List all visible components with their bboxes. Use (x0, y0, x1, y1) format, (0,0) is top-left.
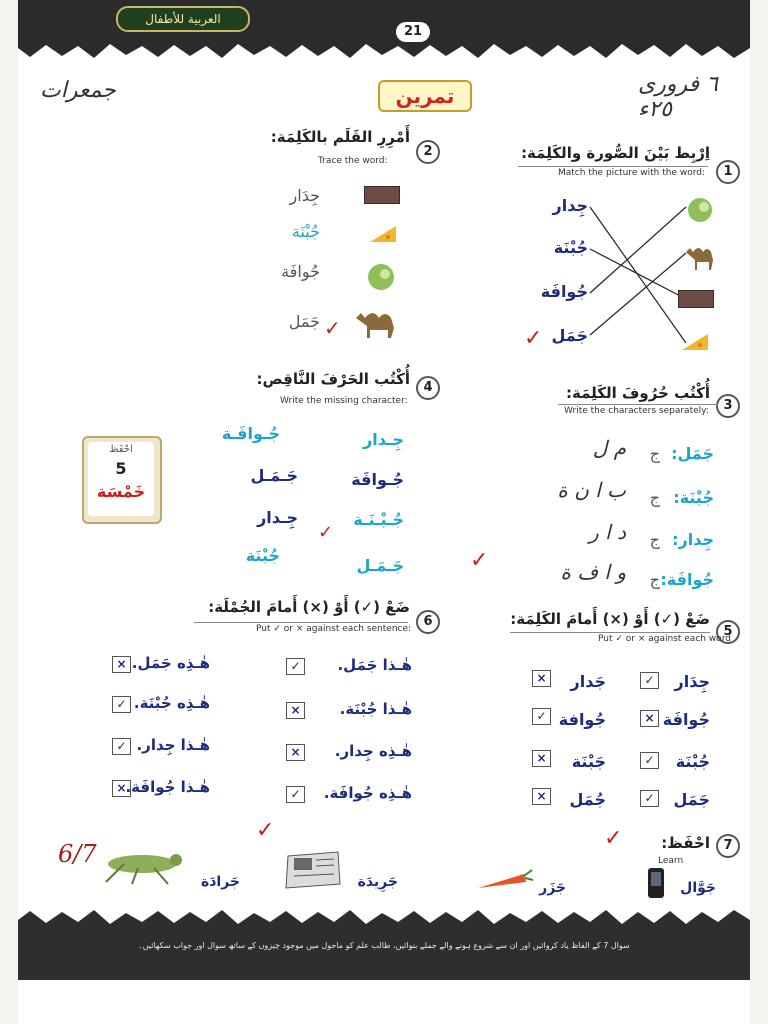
s1-subtitle: Match the picture with the word: (558, 168, 705, 178)
s6-number: 6 (416, 610, 440, 634)
memo-digit: 5 (115, 459, 127, 478)
s1-word-camel: جَمَل (551, 326, 588, 345)
s3-word-1: جَمَل: (671, 444, 714, 463)
s6-a-3-mark: × (290, 745, 301, 759)
s3-hand-2: ب ا ن ة (557, 478, 626, 502)
s7-word-phone: جَوَّال (680, 880, 716, 896)
s4-number: 4 (416, 376, 440, 400)
s6-b-1: هٰـذِه جَمَل. (131, 654, 210, 672)
s3-word-4: جُوافَة: (660, 570, 714, 589)
s5-number: 5 (716, 620, 740, 644)
s2-subtitle: Trace the word: (318, 156, 388, 166)
guava-icon (686, 196, 714, 224)
s3-word-3: جِدار: (672, 530, 714, 549)
carrot-icon (474, 866, 534, 896)
s6-subtitle: Put ✓ or × against each sentence: (256, 624, 412, 634)
s7-word-grasshopper: جَرادَة (200, 874, 240, 890)
camel-icon (352, 306, 402, 340)
s7-title: احْفَظ: (661, 834, 710, 852)
s6-b-4-box[interactable] (112, 780, 131, 797)
memo-word: خَمْسَة (96, 482, 146, 501)
s2-trace-camel: جَمَل (288, 312, 320, 331)
s4-right-3: جُـبْـنَـة (353, 510, 404, 529)
s5-b-3-mark: × (536, 751, 547, 765)
s2-trace-wall: جِدَار (289, 186, 320, 205)
s3-word-2: جُبْنَة: (673, 488, 714, 507)
s4-left-3: جِـدار (257, 508, 298, 527)
s2-teacher-tick: ✓ (324, 316, 341, 340)
page-number: 21 (396, 22, 430, 42)
s6-a-4: هٰـذِه جُوافَة. (323, 784, 412, 802)
s5-b-1-box[interactable] (532, 670, 551, 687)
teacher-note: سوال 7 کے الفاظ یاد کروائیں اور ان سے شروع ہونے والے جملے بنوائیں، طالب علم کو ماحول میں موجود چیزوں کے ساتھ سوال اور جواب سکھائیں۔ (138, 941, 630, 950)
s3-title: أُكْتُب حُرُوفَ الكَلِمَة: (566, 384, 710, 402)
s5-b-4-box[interactable] (532, 788, 551, 805)
s6-a-1-box[interactable] (286, 658, 305, 675)
s5-b-4-mark: × (536, 789, 547, 803)
s7-subtitle: Learn (658, 856, 684, 866)
s6-b-3-mark: ✓ (116, 739, 127, 753)
s6-a-2-box[interactable] (286, 702, 305, 719)
s6-b-2-box[interactable] (112, 696, 131, 713)
s3-hand-3: د ا ر (589, 520, 626, 544)
s3-printed-3: ج (649, 530, 660, 549)
s4-right-1: جِـدار (363, 430, 404, 449)
s1-teacher-tick: ✓ (524, 326, 543, 351)
s6-b-1-box[interactable] (112, 656, 131, 673)
top-torn-edge (18, 40, 750, 62)
s1-word-cheese: جُبْنَة (553, 238, 588, 257)
newspaper-icon (282, 850, 344, 890)
wall-icon (364, 186, 400, 204)
s5-a-3-box[interactable] (640, 752, 659, 769)
workbook-page (18, 0, 750, 1024)
s6-teacher-tick: ✓ (256, 818, 275, 843)
memorize-number-card (82, 436, 162, 524)
s5-b-3: جَبْنَة (571, 752, 606, 771)
s6-b-3: هٰـذا جِدار. (136, 736, 210, 754)
s5-teacher-tick: ✓ (604, 826, 623, 851)
s2-title: أَمْرِرِ القَلَم بالكَلِمَة: (270, 128, 410, 146)
guava-icon (366, 262, 396, 292)
s5-b-2: جُوافة (558, 710, 606, 729)
exercise-label: تمرين (378, 80, 472, 112)
s4-right-2: جُـوافَة (351, 470, 404, 489)
s5-a-4: جَمَل (673, 790, 710, 809)
s4-left-2: جَـمَـل (250, 466, 298, 485)
s5-a-3: جُبْنَة (675, 752, 710, 771)
s5-a-1-mark: ✓ (644, 673, 655, 687)
s6-a-3-box[interactable] (286, 744, 305, 761)
s2-number: 2 (416, 140, 440, 164)
s2-trace-cheese: جُبْنَة (291, 222, 320, 241)
s5-b-4: جُمَل (569, 790, 606, 809)
s5-a-2-mark: × (644, 711, 655, 725)
s5-b-1: جَدار (570, 672, 606, 691)
s6-a-3: هٰـذِه جِدار. (334, 742, 412, 760)
s6-a-4-mark: ✓ (290, 787, 301, 801)
s3-printed-4: ج (649, 570, 660, 589)
s6-b-3-box[interactable] (112, 738, 131, 755)
s5-title: ضَعْ (✓) أَوْ (×) أَمامَ الكَلِمَة: (510, 610, 710, 628)
memo-label: احْفَظ (109, 444, 133, 455)
s5-rule (510, 632, 710, 633)
s2-trace-guava: جُوافَة (281, 262, 320, 281)
s5-a-4-box[interactable] (640, 790, 659, 807)
s4-subtitle: Write the missing character: (280, 396, 408, 406)
s3-teacher-tick: ✓ (470, 548, 489, 573)
s3-hand-4: و ا ف ة (560, 560, 626, 584)
s5-a-2-box[interactable] (640, 710, 659, 727)
s6-b-1-mark: × (116, 657, 127, 671)
s5-a-3-mark: ✓ (644, 753, 655, 767)
s4-right-4: جَـمَـل (356, 556, 404, 575)
s6-a-1: هٰـذا جَمَل. (337, 656, 412, 674)
s3-number: 3 (716, 394, 740, 418)
s1-rule (518, 166, 708, 167)
mobile-phone-icon (646, 866, 666, 900)
s6-a-2: هٰـذا جُبْنَة. (339, 700, 412, 718)
s3-rule (558, 404, 718, 405)
s6-a-4-box[interactable] (286, 786, 305, 803)
s6-a-2-mark: × (290, 703, 301, 717)
s5-b-2-mark: ✓ (536, 709, 547, 723)
s4-left-4: جُبْنَة (245, 546, 280, 565)
s3-hand-1: م ل (592, 436, 626, 460)
s6-b-4: هٰـذا جُوافَة. (125, 778, 210, 796)
s6-b-4-mark: × (116, 781, 127, 795)
wall-icon (678, 290, 714, 308)
s6-title: ضَعْ (✓) أَوْ (×) أَمامَ الجُمْلَة: (208, 598, 410, 616)
s5-b-3-box[interactable] (532, 750, 551, 767)
s3-subtitle: Write the characters separately: (564, 406, 709, 416)
camel-icon (682, 242, 718, 272)
s1-word-guava: جُوافَة (540, 282, 588, 301)
s5-b-1-mark: × (536, 671, 547, 685)
s5-a-1: جِدَار (674, 672, 710, 691)
s1-title: اِرْبِط بَيْنَ الصُّورة والكَلِمَة: (521, 144, 710, 162)
s1-word-wall: جِدار (552, 196, 588, 215)
book-title: العربية للأطفال (116, 6, 250, 32)
s5-subtitle: Put ✓ or × against each word (598, 634, 731, 644)
s5-a-4-mark: ✓ (644, 791, 655, 805)
s6-a-1-mark: ✓ (290, 659, 301, 673)
cheese-icon (368, 220, 398, 246)
s3-printed-2: ج (649, 488, 660, 507)
s6-b-2: هٰـذِه جُبْنَة. (133, 694, 210, 712)
s5-b-2-box[interactable] (532, 708, 551, 725)
s3-printed-1: ج (649, 444, 660, 463)
cheese-icon (680, 328, 710, 354)
s6-b-2-mark: ✓ (116, 697, 127, 711)
s1-number: 1 (716, 160, 740, 184)
s7-word-carrot: جَزَر (539, 880, 566, 896)
grasshopper-icon (94, 846, 186, 886)
s5-a-2: جُوافَة (662, 710, 710, 729)
s4-left-1: جُـوافَـة (221, 424, 280, 443)
handwritten-score: 6/7 (58, 840, 97, 868)
handwritten-date: ٦ فروری ٢٥ء (638, 72, 718, 122)
s5-a-1-box[interactable] (640, 672, 659, 689)
s7-number: 7 (716, 834, 740, 858)
s6-rule (194, 622, 408, 623)
s4-title: أُكْتُب الحَرْفَ النَّاقِص: (256, 370, 410, 388)
bottom-band (18, 925, 750, 980)
handwritten-day: جمعرات (40, 78, 116, 103)
s7-word-newspaper: جَرِيدَة (357, 874, 398, 890)
s4-teacher-tick: ✓ (318, 522, 334, 543)
